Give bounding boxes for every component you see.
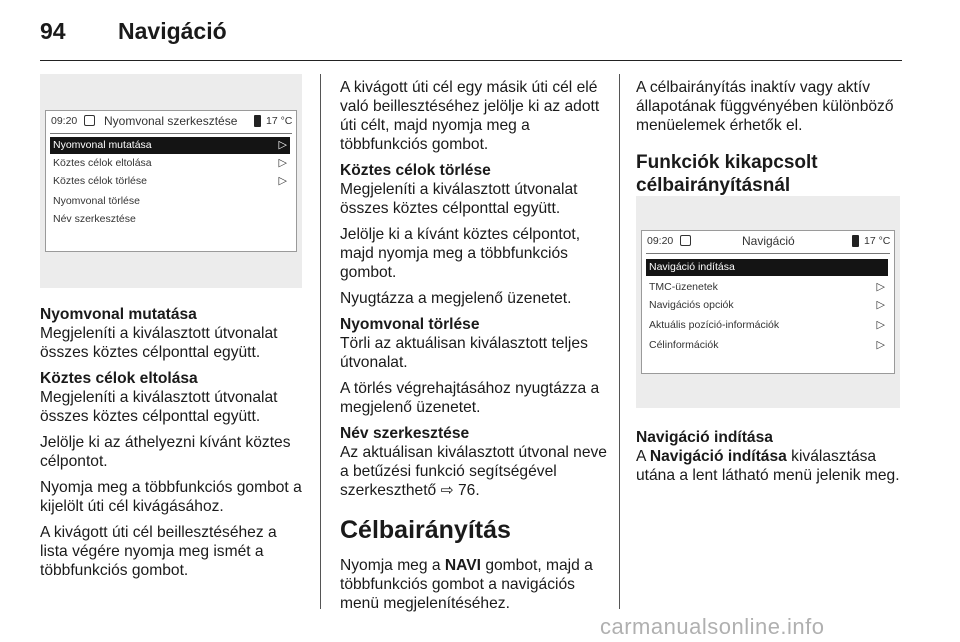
heading-move-waypoints: Köztes célok eltolása [40,370,198,387]
chevron-right-icon: ▷ [278,175,287,187]
chevron-right-icon: ▷ [876,319,885,331]
column-2 [340,78,608,620]
screen-time: 09:20 [51,115,78,127]
screen-time: 09:20 [647,235,674,247]
menu-item[interactable]: TMC-üzenetek ▷ [646,279,888,296]
navi-button-label: NAVI [444,557,481,574]
menu-item[interactable]: Köztes célok eltolása ▷ [50,155,290,172]
paragraph: A törlés végrehajtásához nyugtázza a megjelenő üzenetet. [340,380,600,416]
paragraph: A Navigáció indítása kiválasztása utána a lent látható menü jelenik meg. [636,448,900,484]
paragraph: A célbairányítás inaktív vagy aktív állapotának függvényében különböző menüelemek érhetők el. [636,79,894,134]
watermark: carmanualsonline.info [600,614,825,639]
subsection-title: Funkciók kikapcsolt célbairányításnál [636,152,818,196]
screen-header [46,111,296,131]
heading-delete-waypoints: Köztes célok törlése [340,162,491,179]
screen-title: Navigáció [742,234,795,248]
page-title: Navigáció [118,18,227,44]
menu-item[interactable]: Célinformációk ▷ [646,337,888,354]
screen-separator [50,133,292,134]
display-screen [45,110,297,252]
chevron-right-icon: ▷ [278,139,287,151]
paragraph: A kivágott úti cél beillesztéséhez a lista végére nyomja meg ismét a többfunkciós gombot. [40,524,277,579]
column-3-bottom [636,428,902,492]
paragraph: Törli az aktuálisan kiválasztott teljes útvonalat. [340,335,588,371]
heading-start-navigation: Navigáció indítása [636,429,773,446]
chevron-right-icon: ▷ [876,339,885,351]
paragraph: Megjeleníti a kiválasztott útvonalat összes köztes célponttal együtt. [40,389,278,425]
menu-item[interactable]: Köztes célok törlése ▷ [50,173,290,190]
paragraph: Megjeleníti a kiválasztott útvonalat összes köztes célponttal együtt. [340,181,578,217]
menu-item[interactable]: Navigáció indítása [646,259,888,276]
screen-image-route-edit [40,74,302,288]
menu-item[interactable]: Név szerkesztése [53,213,136,225]
header-rule [40,60,902,61]
phone-icon [852,235,859,248]
column-divider-1 [320,74,321,609]
page-ref-link[interactable]: 76. [457,482,480,499]
screen-separator [646,253,890,254]
status-icon [680,235,691,248]
screen-title: Nyomvonal szerkesztése [104,114,238,128]
heading-delete-route: Nyomvonal törlése [340,316,480,333]
page-ref-arrow-icon: ⇨ [440,482,454,499]
section-title-guidance: Célbairányítás [340,516,511,544]
screen-image-navigation [636,196,900,408]
heading-edit-name: Név szerkesztése [340,425,470,442]
page-number: 94 [40,18,66,44]
paragraph: Megjeleníti a kiválasztott útvonalat összes köztes célponttal együtt. [40,325,278,361]
chevron-right-icon: ▷ [876,281,885,293]
menu-item[interactable]: Nyomvonal mutatása ▷ [50,137,290,154]
column-1 [40,305,308,587]
column-divider-2 [619,74,620,609]
screen-header [642,231,894,251]
menu-item[interactable]: Aktuális pozíció-információk ▷ [646,317,888,334]
paragraph: A kivágott úti cél egy másik úti cél elé való beillesztéséhez jelölje ki az adott úti célt, majd nyomja meg a többfunkciós gombot. [340,79,600,153]
paragraph: Az aktuálisan kiválasztott útvonal neve a betűzési funkció segítségével szerkeszthető ⇨ 76. [340,444,607,499]
chevron-right-icon: ▷ [876,299,885,311]
screen-temp: 17 °C [864,235,891,247]
screen-temp: 17 °C [266,115,293,127]
display-screen [641,230,895,374]
menu-item[interactable]: Navigációs opciók ▷ [646,297,888,314]
phone-icon [254,115,261,128]
paragraph: Nyomja meg a NAVI gombot, majd a többfunkciós gombot a navigációs menü megjelenítéséhez. [340,557,593,612]
paragraph: Nyomja meg a többfunkciós gombot a kijelölt úti cél kivágásához. [40,479,302,515]
menu-item[interactable]: Nyomvonal törlése [53,195,140,207]
status-icon [84,115,95,128]
paragraph: Nyugtázza a megjelenő üzenetet. [340,290,572,307]
heading-show-route: Nyomvonal mutatása [40,306,197,323]
column-3 [636,78,902,197]
chevron-right-icon: ▷ [278,157,287,169]
paragraph: Jelölje ki az áthelyezni kívánt köztes célpontot. [40,434,291,470]
paragraph: Jelölje ki a kívánt köztes célpontot, majd nyomja meg a többfunkciós gombot. [340,226,581,281]
